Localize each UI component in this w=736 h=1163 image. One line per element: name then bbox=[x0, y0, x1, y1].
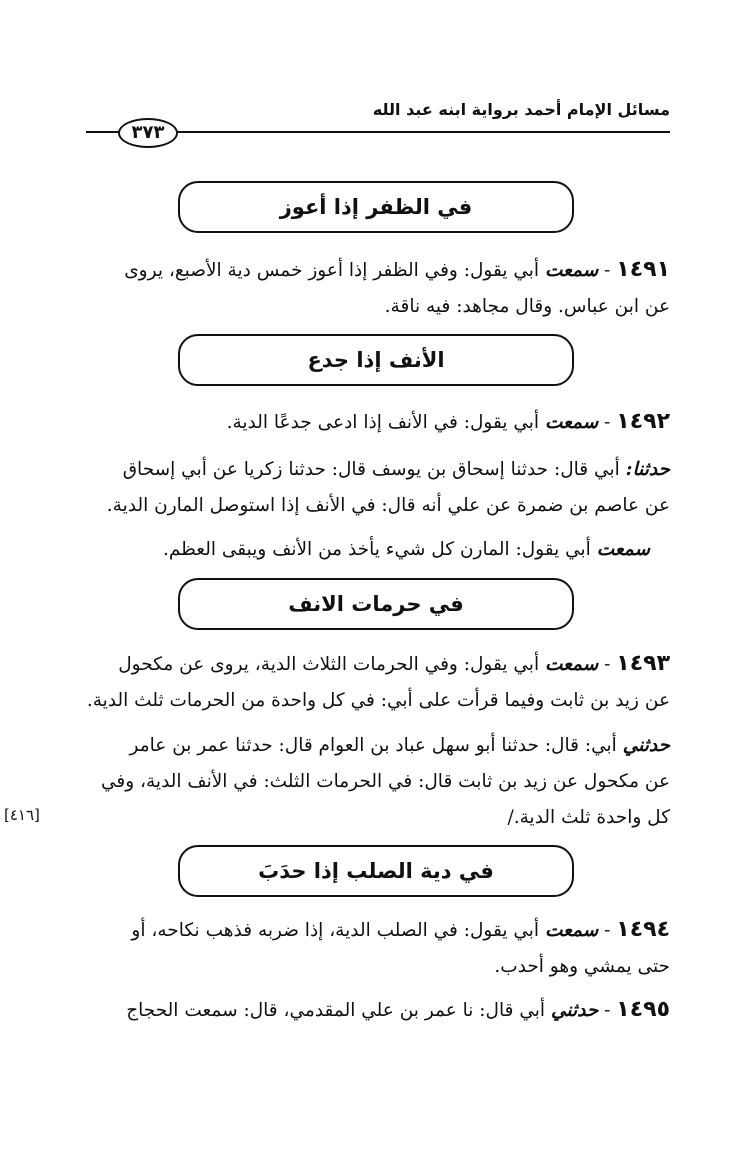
paragraph-number: ١٤٩١ bbox=[616, 257, 670, 282]
paragraph-text: كل واحدة ثلث الدية./ bbox=[507, 807, 670, 828]
chapter-heading-3: في حرمات الانف bbox=[178, 578, 574, 630]
paragraph-text: أبي قال: حدثنا إسحاق بن يوسف قال: حدثنا زكريا عن أبي إسحاق bbox=[122, 459, 620, 480]
keyword: سمعت bbox=[544, 920, 599, 941]
keyword: سمعت bbox=[544, 412, 599, 433]
paragraph-number: ١٤٩٢ bbox=[616, 409, 670, 434]
paragraph-number: ١٤٩٣ bbox=[616, 651, 670, 676]
running-title: مسائل الإمام أحمد برواية ابنه عبد الله bbox=[372, 100, 670, 119]
paragraph-text: عن ابن عباس. وقال مجاهد: فيه ناقة. bbox=[384, 296, 670, 317]
margin-reference: [٤١٦] bbox=[4, 806, 40, 824]
paragraph-1493: ١٤٩٣ - سمعت أبي يقول: وفي الحرمات الثلاث الدية، يروى عن مكحول عن زيد بن ثابت وفيما قرأت على أبي: في كل واحدة من الحرمات ثلث الدية. bbox=[64, 646, 670, 719]
paragraph-text: عن زيد بن ثابت وفيما قرأت على أبي: في كل واحدة من الحرمات ثلث الدية. bbox=[86, 690, 670, 711]
paragraph-1494: ١٤٩٤ - سمعت أبي يقول: في الصلب الدية، إذا ضربه فذهب نكاحه، أو حتى يمشي وهو أحدب. bbox=[64, 912, 670, 985]
paragraph-text: حتى يمشي وهو أحدب. bbox=[494, 956, 670, 977]
paragraph-number: ١٤٩٤ bbox=[616, 917, 670, 942]
paragraph-text: أبي يقول: وفي الحرمات الثلاث الدية، يروى عن مكحول bbox=[118, 654, 540, 675]
keyword: حدثنا: bbox=[625, 459, 670, 480]
paragraph-text: أبي: قال: حدثنا أبو سهل عباد بن العوام قال: حدثنا عمر بن عامر bbox=[129, 735, 617, 756]
chapter-heading-2: الأنف إذا جدع bbox=[178, 334, 574, 386]
keyword: سمعت bbox=[544, 654, 599, 675]
paragraph-text: أبي يقول: المارن كل شيء يأخذ من الأنف ويبقى العظم. bbox=[162, 539, 591, 560]
paragraph-1495: ١٤٩٥ - حدثني أبي قال: نا عمر بن علي المقدمي، قال: سمعت الحجاج bbox=[126, 997, 670, 1022]
paragraph-text: أبي يقول: في الأنف إذا ادعى جدعًا الدية. bbox=[226, 412, 540, 433]
paragraph-1491: ١٤٩١ - سمعت أبي يقول: وفي الظفر إذا أعوز خمس دية الأصبع، يروى عن ابن عباس. وقال مجاهد: فيه ناقة. bbox=[64, 252, 670, 325]
chapter-heading-1: في الظفر إذا أعوز bbox=[178, 181, 574, 233]
keyword: سمعت bbox=[596, 539, 650, 560]
page-number: ٣٧٣ bbox=[118, 118, 178, 148]
paragraph-text: أبي قال: نا عمر بن علي المقدمي، قال: سمعت الحجاج bbox=[126, 1000, 546, 1021]
paragraph-1492-note bbox=[64, 532, 650, 568]
keyword: حدثني bbox=[622, 735, 670, 756]
paragraph-text: أبي يقول: في الصلب الدية، إذا ضربه فذهب نكاحه، أو bbox=[131, 920, 540, 941]
paragraph-text: عن مكحول عن زيد بن ثابت قال: في الحرمات الثلث: في الأنف الدية، وفي bbox=[100, 771, 670, 792]
chapter-heading-4: في دية الصلب إذا حدَبَ bbox=[178, 845, 574, 897]
paragraph-1492-isnad bbox=[64, 452, 670, 524]
keyword: حدثني bbox=[550, 1000, 599, 1021]
paragraph-1492: ١٤٩٢ - سمعت أبي يقول: في الأنف إذا ادعى جدعًا الدية. bbox=[226, 409, 670, 434]
paragraph-text: عن عاصم بن ضمرة عن علي أنه قال: في الأنف إذا استوصل المارن الدية. bbox=[106, 495, 670, 516]
paragraph-text: أبي يقول: وفي الظفر إذا أعوز خمس دية الأصبع، يروى bbox=[124, 260, 540, 281]
keyword: سمعت bbox=[544, 260, 599, 281]
paragraph-1493-isnad bbox=[64, 728, 670, 836]
paragraph-number: ١٤٩٥ bbox=[616, 997, 670, 1022]
